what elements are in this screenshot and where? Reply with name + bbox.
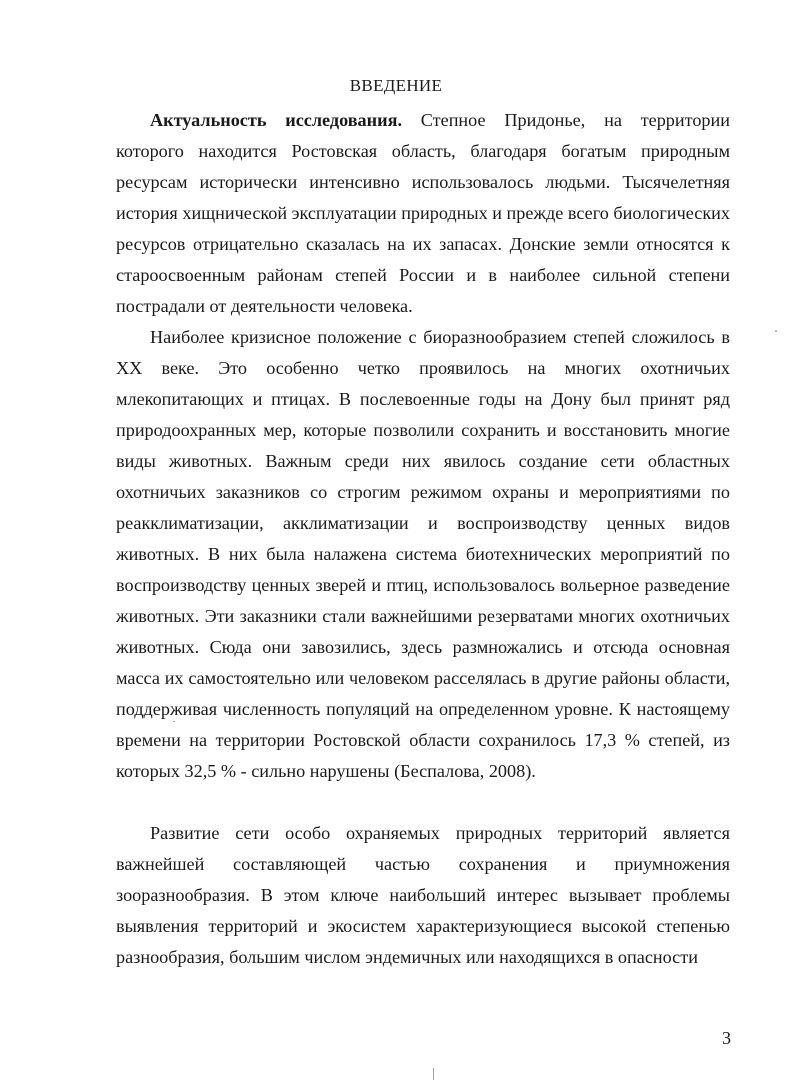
scan-speck bbox=[433, 1068, 434, 1080]
section-heading: ВВЕДЕНИЕ bbox=[349, 76, 443, 95]
scan-speck bbox=[775, 330, 777, 332]
paragraph-protected-areas: Развитие сети особо охраняемых природных территорий является важнейшей составляющей частью сохранения и приумножения зооразнообразия. В этом ключе наибольший интерес вызывает проблемы выявления территорий и экосистем характеризующиеся высокой степенью разнообразия, большим числом эндемичных или находящихся в опасности bbox=[116, 823, 730, 967]
paragraph-text: Степное Придонье, на территории которого находится Ростовская область, благодаря богатым природным ресурсам исторически интенсивно использовалось людьми. Тысячелетняя история хищнической эксплуатации природных и прежде всего биологических ресурсов отрицательно сказалась на их запасах. Донские земли относятся к староосвоенным районам степей России и в наиболее сильной степени пострадали от деятельности человека. bbox=[116, 110, 730, 316]
scan-speck bbox=[173, 721, 175, 722]
paragraph-biodiversity-crisis: Наиболее кризисное положение с биоразнообразием степей сложилось в XX веке. Это особенно четко проявилось на многих охотничьих млекопитающих и птицах. В послевоенные годы на Дону был принят ряд природоохранных мер, которые позволили сохранить и восстановить многие виды животных. Важным среди них явилось создание сети областных охотничьих заказников со строгим режимом охраны и мероприятиями по реакклиматизации, акклиматизации и воспроизводству ценных видов животных. В них была налажена система биотехнических мероприятий по воспроизводству ценных зверей и птиц, использовалось вольерное разведение животных. Эти заказники стали важнейшими резерватами многих охотничьих животных. Сюда они завозились, здесь размножались и отсюда основная масса их самостоятельно или человеком расселялась в другие районы области, поддерживая численность популяций на определенном уровне. К настоящему времени на территории Ростовской области сохранилось 17,3 % степей, из которых 32,5 % - сильно нарушены (Беспалова, 2008). bbox=[116, 327, 730, 781]
paragraph-lead-bold: Актуальность исследования. bbox=[150, 110, 402, 130]
paragraph-relevance bbox=[116, 105, 730, 322]
page-number: 3 bbox=[722, 1028, 731, 1048]
